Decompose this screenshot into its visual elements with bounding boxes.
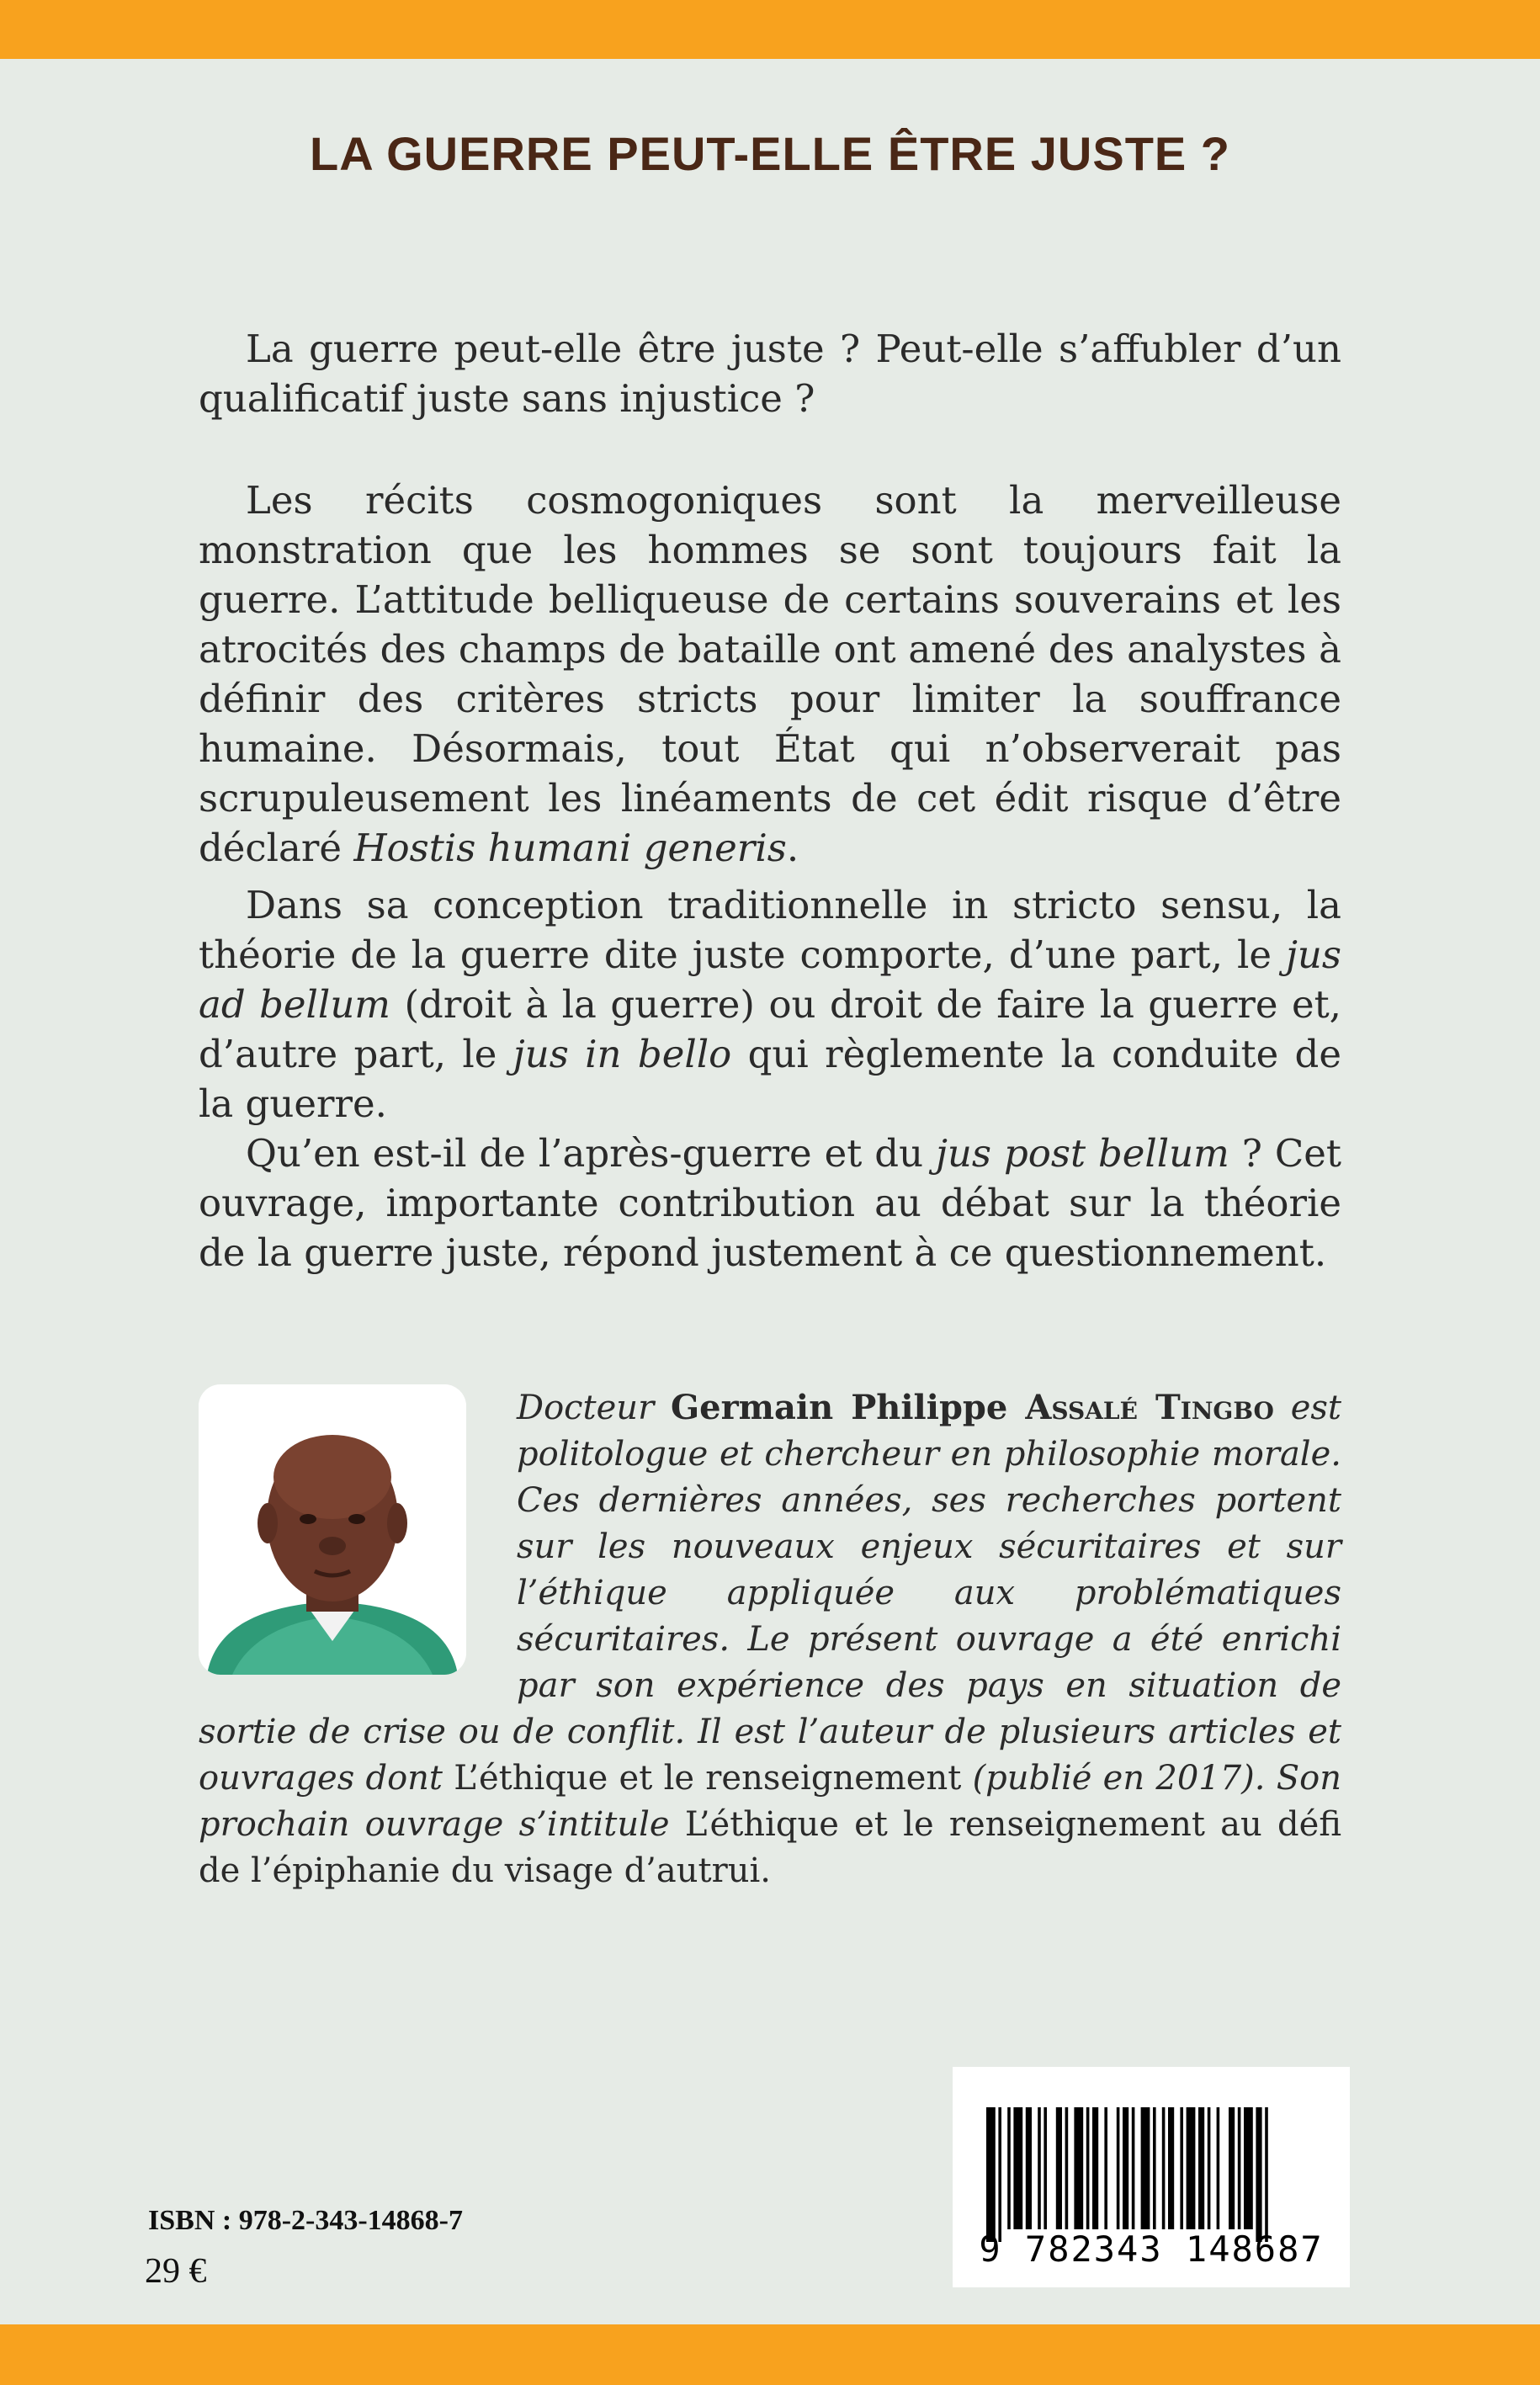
bio-end: . — [760, 1851, 771, 1890]
barcode-bar — [1132, 2107, 1135, 2229]
paragraph-4-part-2: ? Cet ouvrage, importante contribution au débat sur la théorie de la guerre juste, répond justement à ce questionnement. — [199, 1131, 1341, 1275]
barcode-bar — [986, 2107, 996, 2242]
author-bio — [199, 1384, 1341, 1894]
barcode-bar — [1168, 2107, 1174, 2229]
barcode-bar — [1007, 2107, 1011, 2229]
bio-prefix: Docteur — [517, 1389, 671, 1427]
barcode-bar — [1026, 2107, 1032, 2229]
paragraph-4-term: jus post bellum — [935, 1131, 1229, 1176]
barcode-bar — [1141, 2107, 1150, 2229]
barcode-bar — [1162, 2107, 1166, 2229]
barcode-bar — [1208, 2107, 1211, 2229]
paragraph-3-term-1: jus ad bellum — [199, 932, 1341, 1027]
blurb-paragraph-2 — [199, 475, 1341, 873]
barcode-bar — [1153, 2107, 1156, 2229]
photo-spacer — [199, 1384, 517, 1702]
bio-text-1: est politologue et chercheur en philosophie morale. Ces dernières années, ses recherches portent sur les nouveaux enjeux sécuritaires et sur l’éthique appliquée aux problématiques sécuritaires. Le présent ouvrage a été enrichi par son expérience des pays en situation de sortie de crise ou de conflit. Il est l’auteur de plusieurs articles et ouvrages dont — [199, 1389, 1341, 1798]
paragraph-3-part-2: (droit à la guerre) ou droit de faire la guerre et, d’autre part, le — [199, 982, 1341, 1076]
author-name — [671, 1388, 1274, 1427]
paragraph-2-text: Les récits cosmogoniques sont la merveilleuse monstration que les hommes se sont toujours fait la guerre. L’attitude belliqueuse de certains souverains et les atrocités des champs de bataille ont amené des analystes à définir des critères stricts pour limiter la souffrance humaine. Désormais, tout État qui n’observerait pas scrupuleusement les linéaments de cet édit risque d’être déclaré — [199, 478, 1341, 870]
barcode-bar — [1265, 2107, 1268, 2242]
barcode-bar — [1038, 2107, 1041, 2229]
barcode-bar — [1229, 2107, 1235, 2229]
barcode-bar — [1086, 2107, 1090, 2229]
paragraph-1-text: La guerre peut-elle être juste ? Peut-elle s’affubler d’un qualificatif juste sans injustice ? — [199, 327, 1341, 421]
barcode-bar — [1104, 2107, 1107, 2229]
paragraph-3-term-2: jus in bello — [512, 1032, 732, 1076]
barcode-bar — [1238, 2107, 1241, 2229]
barcode-digits: 9 782343 148687 — [979, 2228, 1324, 2270]
author-first-names: Germain Philippe — [670, 1388, 1026, 1427]
barcode-bar — [1256, 2107, 1261, 2242]
barcode-bar — [1198, 2107, 1204, 2229]
top-orange-band — [0, 0, 1540, 59]
barcode-bar — [1123, 2107, 1128, 2229]
barcode-bar — [1065, 2107, 1069, 2229]
barcode-bar — [1056, 2107, 1062, 2229]
isbn-label: ISBN : 978-2-343-14868-7 — [148, 2205, 463, 2236]
barcode-bar — [1180, 2107, 1183, 2229]
barcode-bar — [1187, 2107, 1196, 2229]
price-label: 29 € — [145, 2252, 207, 2291]
barcode-bar — [1117, 2107, 1120, 2229]
barcode-bar — [1217, 2107, 1220, 2229]
paragraph-4-part-1: Qu’en est-il de l’après-guerre et du — [246, 1131, 936, 1176]
bottom-orange-band — [0, 2324, 1540, 2385]
barcode-bar — [1074, 2107, 1083, 2229]
barcode-bar — [998, 2107, 1001, 2242]
bio-book-2: L’éthique et le renseignement au défi de l’épiphanie du visage d’autrui — [199, 1805, 1342, 1890]
bio-text-2: (publié en 2017). Son prochain ouvrage s’intitule — [199, 1759, 1341, 1844]
bio-book-1: L’éthique et le renseignement — [454, 1759, 962, 1798]
book-title: LA GUERRE PEUT-ELLE ÊTRE JUSTE ? — [309, 127, 1231, 180]
paragraph-3-part-3: qui règlemente la conduite de la guerre. — [199, 1032, 1341, 1126]
blurb-paragraph-3 — [199, 880, 1341, 1277]
barcode — [953, 2067, 1350, 2287]
barcode-bar — [1013, 2107, 1022, 2229]
paragraph-3-part-1: Dans sa conception traditionnelle in stricto sensu, la théorie de la guerre dite juste comporte, d’une part, le — [199, 883, 1341, 977]
barcode-bar — [1043, 2107, 1047, 2229]
paragraph-2-end: . — [786, 826, 799, 870]
barcode-bar — [1244, 2107, 1253, 2229]
paragraph-2-latin-term: Hostis humani generis — [353, 826, 787, 870]
barcode-bar — [1092, 2107, 1098, 2229]
blurb-paragraph-1 — [199, 324, 1341, 423]
author-surname: Assalé Tingbo — [1025, 1388, 1274, 1427]
